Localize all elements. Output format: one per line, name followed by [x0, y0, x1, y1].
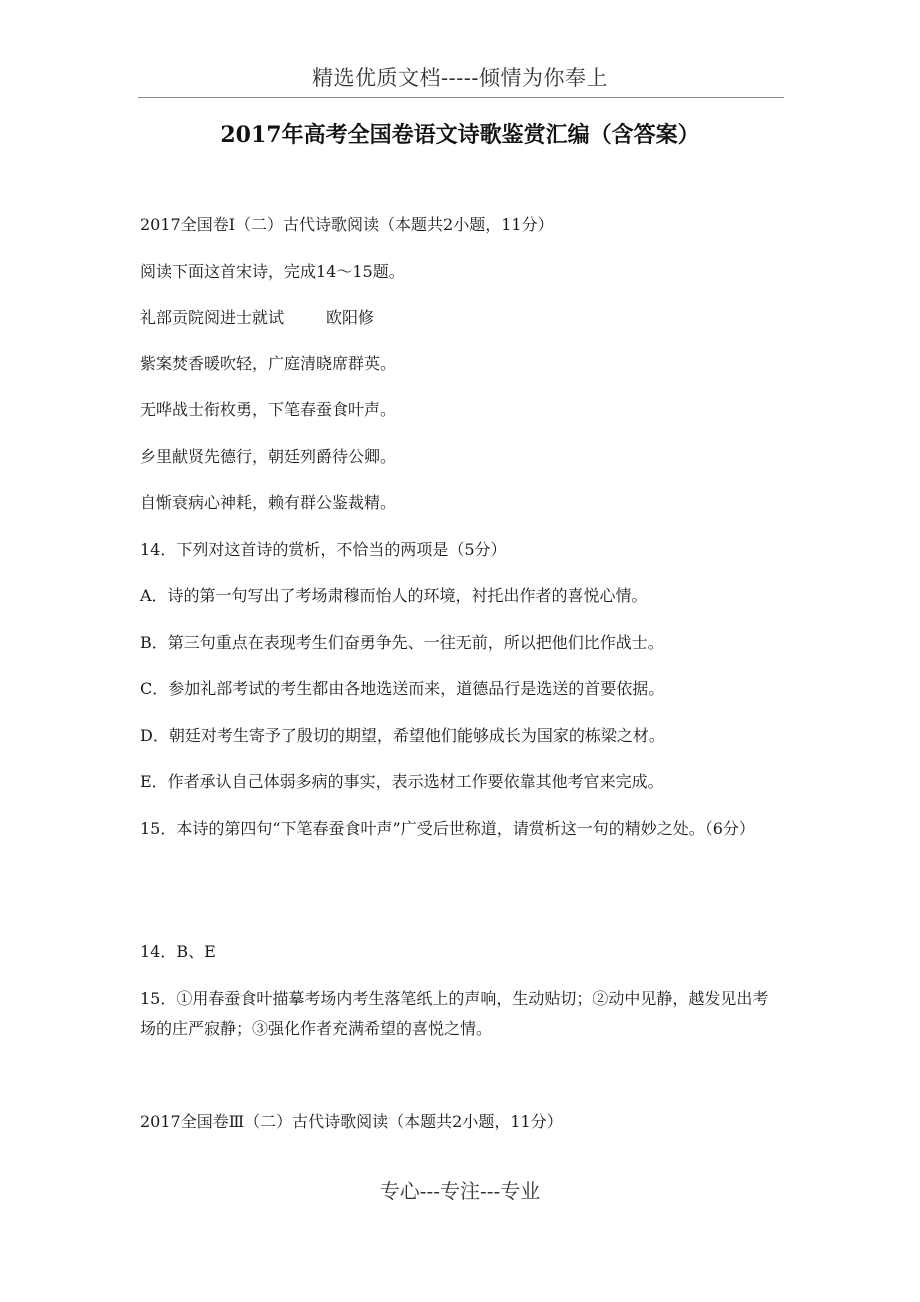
poem-line: 紫案焚香暖吹轻，广庭清晓席群英。 [140, 354, 397, 373]
answer-15: 15．①用春蚕食叶描摹考场内考生落笔纸上的声响，生动贴切；②动中见静，越发见出考场的庄严寂静；③强化作者充满希望的喜悦之情。 [140, 989, 769, 1038]
section2-heading: 2017全国卷Ⅲ（二）古代诗歌阅读（本题共2小题，11分） [140, 1112, 563, 1131]
document-title: 2017年高考全国卷语文诗歌鉴赏汇编（含答案） [220, 122, 700, 148]
section1-heading: 2017全国卷Ⅰ（二）古代诗歌阅读（本题共2小题，11分） [140, 215, 554, 234]
option-c: C．参加礼部考试的考生都由各地选送而来，道德品行是选送的首要依据。 [140, 679, 665, 698]
option-d: D．朝廷对考生寄予了殷切的期望，希望他们能够成长为国家的栋梁之材。 [140, 726, 665, 745]
poem-line: 无哗战士衔枚勇，下笔春蚕食叶声。 [140, 400, 397, 419]
poem-line: 自惭衰病心神耗，赖有群公鉴裁精。 [140, 493, 397, 512]
page-footer: 专心---专注---专业 [379, 1179, 541, 1203]
option-a: A．诗的第一句写出了考场肃穆而怡人的环境，衬托出作者的喜悦心情。 [140, 586, 648, 605]
answer-14: 14．B、E [140, 942, 216, 961]
poem-heading [140, 303, 780, 333]
question-15: 15．本诗的第四句“下笔春蚕食叶声”广受后世称道，请赏析这一句的精妙之处。（6分） [140, 819, 755, 838]
poem-line: 乡里献贤先德行，朝廷列爵待公卿。 [140, 447, 397, 466]
page-header: 精选优质文档-----倾情为你奉上 [312, 66, 608, 90]
option-b: B．第三句重点在表现考生们奋勇争先、一往无前，所以把他们比作战士。 [140, 633, 664, 652]
header-divider [138, 97, 784, 98]
poem-title: 礼部贡院阅进士就试 [140, 308, 285, 327]
poem-author: 欧阳修 [326, 308, 375, 327]
option-e: E．作者承认自己体弱多病的事实，表示选材工作要依靠其他考官来完成。 [140, 772, 664, 791]
reading-instruction: 阅读下面这首宋诗，完成14～15题。 [140, 262, 405, 281]
question-14: 14．下列对这首诗的赏析，不恰当的两项是（5分） [140, 540, 507, 559]
